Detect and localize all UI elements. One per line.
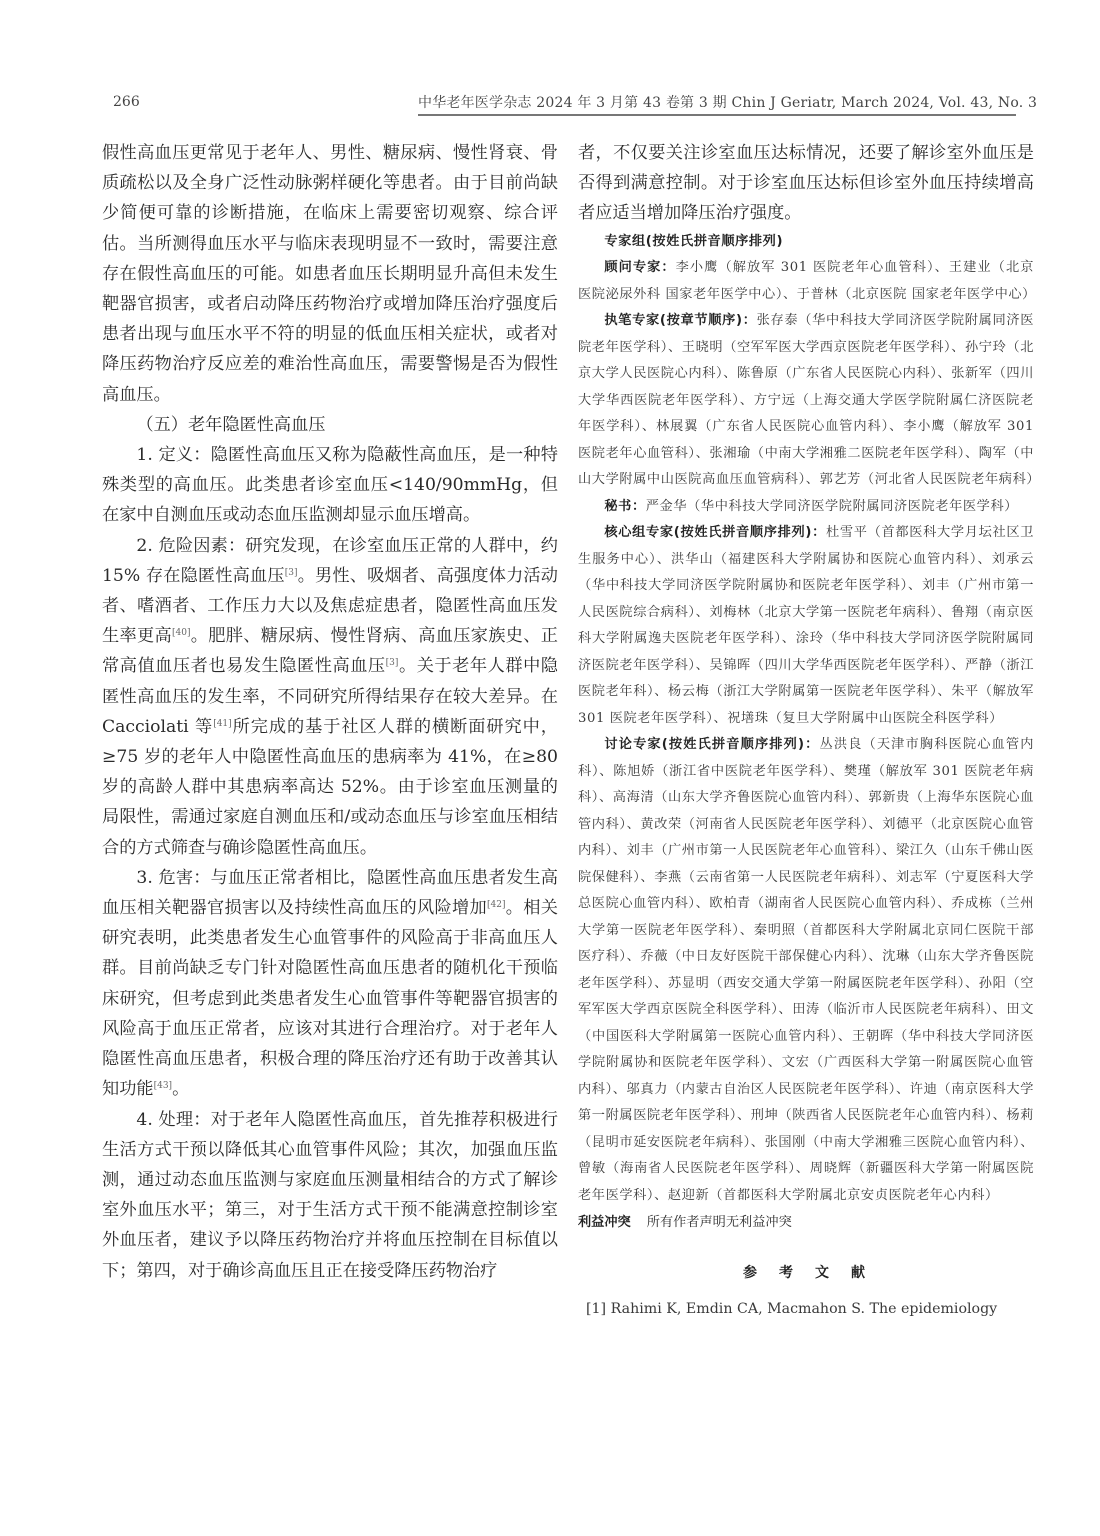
conflict-of-interest xyxy=(578,1210,1034,1236)
text-span: 。相关研究表明，此类患者发生心血管事件的风险高于非高血压人群。目前尚缺乏专门针对隐匿性高血压患者的随机化干预临床研究，但考虑到此类患者发生心血管事件等靶器官损害的风险高于血压正常者，应该对其进行合理治疗。对于老年人隐匿性高血压患者，积极合理的降压治疗还有助于改善其认知功能 xyxy=(102,898,558,1100)
secretary xyxy=(578,494,1034,521)
text-span: 所完成的基于社区人群的横断面研究中，≥75 岁的老年人中隐匿性高血压的患病率为 41%，在≥80 岁的高龄人群中其患病率高达 52%。由于诊室血压测量的局限性，需通过家庭自测血压和/或动态血压与诊室血压相结合的方式筛查与确诊隐匿性高血压。 xyxy=(102,716,558,858)
paragraph-definition: 1. 定义：隐匿性高血压又称为隐蔽性高血压，是一种特殊类型的高血压。此类患者诊室血压<140/90mmHg，但在家中自测血压或动态血压监测却显示血压增高。 xyxy=(102,445,558,526)
writers-label: 执笔专家(按章节顺序)： xyxy=(604,313,757,329)
secretary-text: 严金华（华中科技大学同济医学院附属同济医院老年医学科） xyxy=(645,498,1019,514)
citation[interactable]: [3] xyxy=(385,658,399,669)
advisors-label: 顾问专家： xyxy=(604,260,676,276)
conflict-text: 所有作者声明无利益冲突 xyxy=(646,1215,792,1231)
references-title: 参考文献 xyxy=(743,1265,887,1282)
paragraph-pseudohypertension: 假性高血压更常见于老年人、男性、糖尿病、慢性肾衰、骨质疏松以及全身广泛性动脉粥样硬化等患者。由于目前尚缺少简便可靠的诊断措施，在临床上需要密切观察、综合评估。当所测得血压水平与临床表现明显不一致时，需要注意存在假性高血压的可能。如患者血压长期明显升高但未发生靶器官损害，或者启动降压药物治疗或增加降压治疗强度后患者出现与血压水平不符的明显的低血压相关症状，或者对降压药物治疗反应差的难治性高血压，需要警惕是否为假性高血压。 xyxy=(102,143,558,405)
paragraph-risk-factors xyxy=(102,531,558,863)
discussion-label: 讨论专家(按姓氏拼音顺序排列)： xyxy=(604,737,820,753)
discussion-experts xyxy=(578,732,1034,1209)
page-number: 266 xyxy=(113,94,140,110)
reference-text: Rahimi K, Emdin CA, Macmahon S. The epidemiology xyxy=(610,1301,998,1318)
text-span: 3. 危害：与血压正常者相比，隐匿性高血压患者发生高血压相关靶器官损害以及持续性高血压的风险增加 xyxy=(102,867,558,919)
citation[interactable]: [43] xyxy=(153,1081,173,1092)
citation[interactable]: [3] xyxy=(284,567,298,578)
expert-group-heading: 专家组(按姓氏拼音顺序排列) xyxy=(604,233,784,249)
text-span: 。 xyxy=(172,1079,190,1100)
core-group-text: 杜雪平（首都医科大学月坛社区卫生服务中心）、洪华山（福建医科大学附属协和医院心血管内科）、刘承云（华中科技大学同济医学院附属协和医院老年医学科）、刘丰（广州市第一人民医院综合病科）、刘梅林（北京大学第一医院老年病科）、鲁翔（南京医科大学附属逸夫医院老年医学科）、涂玲（华中科技大学同济医学院附属同济医院老年医学科）、吴锦晖（四川大学华西医院老年医学科）、严静（浙江医院老年科）、杨云梅（浙江大学附属第一医院老年医学科）、朱平（解放军 301 医院老年医学科）、祝墡珠（复旦大学附属中山医院全科医学科） xyxy=(578,525,1034,726)
citation[interactable]: [41] xyxy=(213,718,232,729)
citation[interactable]: [40] xyxy=(172,628,191,639)
left-column xyxy=(102,138,558,1286)
text-span: 。男性、吸烟者、高强度体力活动者、嗜酒者、工作压力大以及焦虑症患者，隐匿性高血压发生率更高 xyxy=(102,565,558,647)
paragraph-harm xyxy=(102,863,558,1105)
text-span: 。关于老年人群中隐匿性高血压的发生率，不同研究所得结果存在较大差异。在 Cacciolati 等 xyxy=(102,656,558,737)
conflict-label: 利益冲突 xyxy=(578,1215,631,1231)
discussion-text: 丛洪良（天津市胸科医院心血管内科）、陈旭娇（浙江省中医院老年医学科）、樊瑾（解放军 301 医院老年病科）、高海清（山东大学齐鲁医院心血管内科）、郭新贵（上海华东医院心血管内科）、黄改荣（河南省人民医院老年医学科）、刘德平（北京医院心血管内科）、刘丰（广州市第一人民医院老年心血管科）、梁江久（山东千佛山医院保健科）、李燕（云南省第一人民医院老年病科）、刘志军（宁夏医科大学总医院心血管内科）、欧柏青（湖南省人民医院心血管内科）、乔成栋（兰州大学第一医院老年医学科）、秦明照（首都医科大学附属北京同仁医院干部医疗科）、乔薇（中日友好医院干部保健心内科）、沈琳（山东大学齐鲁医院老年医学科）、苏显明（西安交通大学第一附属医院老年医学科）、孙阳（空军军医大学西京医院全科医学科）、田涛（临沂市人民医院老年病科）、田文（中国医科大学附属第一医院心血管内科）、王朝晖（华中科技大学同济医学院附属协和医院老年医学科）、文宏（广西医科大学第一附属医院心血管内科）、邬真力（内蒙古自治区人民医院老年医学科）、许迪（南京医科大学第一附属医院老年医学科）、刑坤（陕西省人民医院老年心血管内科）、杨莉（昆明市延安医院老年病科）、张国刚（中南大学湘雅三医院心血管内科）、曾敏（海南省人民医院老年医学科）、周晓辉（新疆医科大学第一附属医院老年医学科）、赵迎新（首都医科大学附属北京安贞医院老年心内科） xyxy=(578,737,1035,1203)
secretary-label: 秘书： xyxy=(604,498,646,514)
paragraph-treatment: 4. 处理：对于老年人隐匿性高血压，首先推荐积极进行生活方式干预以降低其心血管事件风险；其次，加强血压监测，通过动态血压监测与家庭血压测量相结合的方式了解诊室外血压水平；第三，对于生活方式干预不能满意控制诊室外血压者，建议予以降压药物治疗并将血压控制在目标值以下；第四，对于确诊高血压且正在接受降压药物治疗 xyxy=(102,1109,558,1281)
running-head: 中华老年医学杂志 2024 年 3 月第 43 卷第 3 期 Chin J Geriatr, March 2024, Vol. 43, No. 3 xyxy=(418,92,1016,116)
paragraph-continuation: 者，不仅要关注诊室血压达标情况，还要了解诊室外血压是否得到满意控制。对于诊室血压达标但诊室外血压持续增高者应适当增加降压治疗强度。 xyxy=(578,143,1034,224)
core-group-label: 核心组专家(按姓氏拼音顺序排列)： xyxy=(604,525,826,541)
text-span: 2. 危险因素：研究发现，在诊室血压正常的人群中，约 15% 存在隐匿性高血压 xyxy=(102,535,558,586)
advisors-text: 李小鹰（解放军 301 医院老年心血管科）、王建业（北京医院泌尿外科 国家老年医学中心）、于普林（北京医院 国家老年医学中心） xyxy=(578,260,1036,302)
text-span: 。肥胖、糖尿病、慢性肾病、高血压家族史、正常高值血压者也易发生隐匿性高血压 xyxy=(102,626,558,677)
reference-number: [1] xyxy=(586,1301,607,1318)
writers-text: 张存泰（华中科技大学同济医学院附属同济医院老年医学科）、王晓明（空军军医大学西京医院老年医学科）、孙宁玲（北京大学人民医院心内科）、陈鲁原（广东省人民医院心内科）、张新军（四川大学华西医院老年医学科）、方宁远（上海交通大学医学院附属仁济医院老年医学科）、林展翼（广东省人民医院心血管内科）、李小鹰（解放军 301 医院老年心血管科）、张湘瑜（中南大学湘雅二医院老年医学科）、陶军（中山大学附属中山医院高血压血管病科）、郭艺芳（河北省人民医院老年病科） xyxy=(578,313,1041,488)
advisors xyxy=(578,255,1034,308)
citation[interactable]: [42] xyxy=(487,900,506,911)
reference-item xyxy=(578,1296,1034,1322)
right-column xyxy=(578,138,1041,1322)
section-heading: （五）老年隐匿性高血压 xyxy=(136,414,326,435)
writers xyxy=(578,308,1041,494)
expert-group xyxy=(578,229,1041,1210)
core-group xyxy=(578,520,1034,732)
